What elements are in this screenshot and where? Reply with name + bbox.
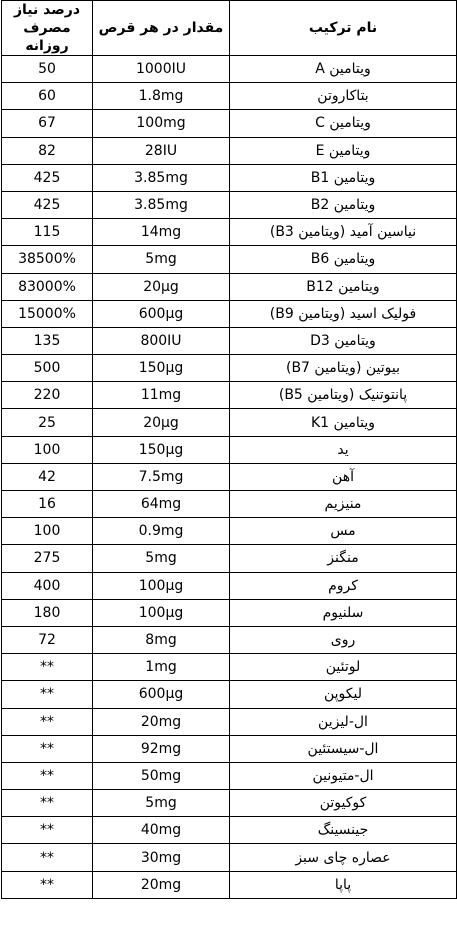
- table-row: [2, 273, 457, 300]
- table-row: [2, 871, 457, 898]
- table-row: [2, 219, 457, 246]
- cell-amount: 5mg: [93, 246, 230, 273]
- cell-amount: 20µg: [93, 409, 230, 436]
- cell-ingredient-name: ال-لیزین: [230, 708, 457, 735]
- cell-ingredient-name: لوتئین: [230, 654, 457, 681]
- table-row: [2, 491, 457, 518]
- cell-ingredient-name: پاپا: [230, 871, 457, 898]
- table-row: [2, 382, 457, 409]
- cell-daily-percent: 115: [2, 219, 93, 246]
- cell-ingredient-name: ویتامین B6: [230, 246, 457, 273]
- table-row: [2, 654, 457, 681]
- cell-daily-percent: **: [2, 654, 93, 681]
- cell-ingredient-name: ویتامین E: [230, 137, 457, 164]
- table-row: [2, 83, 457, 110]
- cell-daily-percent: 425: [2, 191, 93, 218]
- cell-amount: 5mg: [93, 545, 230, 572]
- cell-ingredient-name: بیوتین (ویتامین B7): [230, 355, 457, 382]
- cell-amount: 11mg: [93, 382, 230, 409]
- cell-ingredient-name: ویتامین C: [230, 110, 457, 137]
- supplement-facts-table: [1, 0, 457, 899]
- table-row: [2, 300, 457, 327]
- table-row: [2, 463, 457, 490]
- cell-amount: 600µg: [93, 681, 230, 708]
- cell-amount: 1000IU: [93, 56, 230, 83]
- cell-amount: 150µg: [93, 436, 230, 463]
- cell-ingredient-name: عصاره چای سبز: [230, 844, 457, 871]
- cell-amount: 100mg: [93, 110, 230, 137]
- cell-ingredient-name: ویتامین B12: [230, 273, 457, 300]
- table-row: [2, 436, 457, 463]
- table-body: [2, 56, 457, 899]
- table-row: [2, 164, 457, 191]
- table-row: [2, 708, 457, 735]
- cell-daily-percent: 275: [2, 545, 93, 572]
- cell-daily-percent: 83000%: [2, 273, 93, 300]
- table-row: [2, 626, 457, 653]
- cell-ingredient-name: کروم: [230, 572, 457, 599]
- cell-ingredient-name: بتاکاروتن: [230, 83, 457, 110]
- cell-amount: 1mg: [93, 654, 230, 681]
- cell-daily-percent: 180: [2, 599, 93, 626]
- cell-daily-percent: 500: [2, 355, 93, 382]
- cell-ingredient-name: ال-متیونین: [230, 762, 457, 789]
- cell-ingredient-name: مس: [230, 518, 457, 545]
- header-daily-percent-line1: درصد نیاز: [13, 2, 81, 18]
- cell-daily-percent: 25: [2, 409, 93, 436]
- table-row: [2, 572, 457, 599]
- cell-amount: 100µg: [93, 572, 230, 599]
- table-row: [2, 191, 457, 218]
- cell-ingredient-name: ویتامین B1: [230, 164, 457, 191]
- table-row: [2, 735, 457, 762]
- cell-ingredient-name: ال-سیستئین: [230, 735, 457, 762]
- table-row: [2, 599, 457, 626]
- cell-amount: 7.5mg: [93, 463, 230, 490]
- header-daily-percent: [2, 1, 93, 56]
- cell-daily-percent: **: [2, 708, 93, 735]
- cell-ingredient-name: جینسینگ: [230, 817, 457, 844]
- cell-ingredient-name: روی: [230, 626, 457, 653]
- cell-daily-percent: 82: [2, 137, 93, 164]
- table-row: [2, 817, 457, 844]
- cell-amount: 14mg: [93, 219, 230, 246]
- cell-amount: 100µg: [93, 599, 230, 626]
- cell-daily-percent: **: [2, 817, 93, 844]
- cell-ingredient-name: ید: [230, 436, 457, 463]
- cell-ingredient-name: ویتامین D3: [230, 327, 457, 354]
- cell-daily-percent: **: [2, 735, 93, 762]
- cell-amount: 150µg: [93, 355, 230, 382]
- cell-amount: 8mg: [93, 626, 230, 653]
- cell-ingredient-name: فولیک اسید (ویتامین B9): [230, 300, 457, 327]
- cell-ingredient-name: پانتوتنیک (ویتامین B5): [230, 382, 457, 409]
- table-row: [2, 844, 457, 871]
- cell-daily-percent: 38500%: [2, 246, 93, 273]
- table-row: [2, 110, 457, 137]
- cell-daily-percent: 50: [2, 56, 93, 83]
- table-row: [2, 762, 457, 789]
- cell-amount: 5mg: [93, 790, 230, 817]
- cell-daily-percent: 16: [2, 491, 93, 518]
- cell-amount: 50mg: [93, 762, 230, 789]
- cell-amount: 0.9mg: [93, 518, 230, 545]
- header-ingredient-name: نام ترکیب: [230, 1, 457, 56]
- cell-ingredient-name: ویتامین B2: [230, 191, 457, 218]
- cell-ingredient-name: نیاسین آمید (ویتامین B3): [230, 219, 457, 246]
- cell-daily-percent: 15000%: [2, 300, 93, 327]
- cell-daily-percent: 400: [2, 572, 93, 599]
- cell-ingredient-name: آهن: [230, 463, 457, 490]
- table-row: [2, 681, 457, 708]
- table-row: [2, 790, 457, 817]
- cell-daily-percent: 67: [2, 110, 93, 137]
- cell-daily-percent: 100: [2, 436, 93, 463]
- cell-daily-percent: **: [2, 762, 93, 789]
- cell-ingredient-name: منیزیم: [230, 491, 457, 518]
- cell-daily-percent: **: [2, 844, 93, 871]
- cell-amount: 1.8mg: [93, 83, 230, 110]
- cell-daily-percent: 100: [2, 518, 93, 545]
- cell-amount: 3.85mg: [93, 191, 230, 218]
- cell-ingredient-name: ویتامین K1: [230, 409, 457, 436]
- cell-ingredient-name: کوکیوتن: [230, 790, 457, 817]
- cell-daily-percent: 72: [2, 626, 93, 653]
- cell-daily-percent: 425: [2, 164, 93, 191]
- cell-ingredient-name: منگنز: [230, 545, 457, 572]
- cell-amount: 64mg: [93, 491, 230, 518]
- cell-daily-percent: **: [2, 681, 93, 708]
- table-header-row: [2, 1, 457, 56]
- cell-daily-percent: 60: [2, 83, 93, 110]
- cell-ingredient-name: ویتامین A: [230, 56, 457, 83]
- table-row: [2, 137, 457, 164]
- cell-amount: 30mg: [93, 844, 230, 871]
- cell-daily-percent: **: [2, 871, 93, 898]
- cell-amount: 20mg: [93, 871, 230, 898]
- table-row: [2, 246, 457, 273]
- cell-amount: 600µg: [93, 300, 230, 327]
- table-row: [2, 327, 457, 354]
- cell-amount: 3.85mg: [93, 164, 230, 191]
- table-row: [2, 518, 457, 545]
- table-row: [2, 409, 457, 436]
- cell-amount: 800IU: [93, 327, 230, 354]
- cell-amount: 20µg: [93, 273, 230, 300]
- cell-daily-percent: 220: [2, 382, 93, 409]
- cell-amount: 92mg: [93, 735, 230, 762]
- cell-ingredient-name: لیکوپن: [230, 681, 457, 708]
- table-row: [2, 545, 457, 572]
- table-row: [2, 56, 457, 83]
- header-amount: مقدار در هر قرص: [93, 1, 230, 56]
- cell-daily-percent: 42: [2, 463, 93, 490]
- cell-daily-percent: **: [2, 790, 93, 817]
- cell-daily-percent: 135: [2, 327, 93, 354]
- cell-amount: 20mg: [93, 708, 230, 735]
- cell-amount: 28IU: [93, 137, 230, 164]
- cell-amount: 40mg: [93, 817, 230, 844]
- cell-ingredient-name: سلنیوم: [230, 599, 457, 626]
- header-daily-percent-line2: مصرف روزانه: [23, 20, 71, 54]
- table-row: [2, 355, 457, 382]
